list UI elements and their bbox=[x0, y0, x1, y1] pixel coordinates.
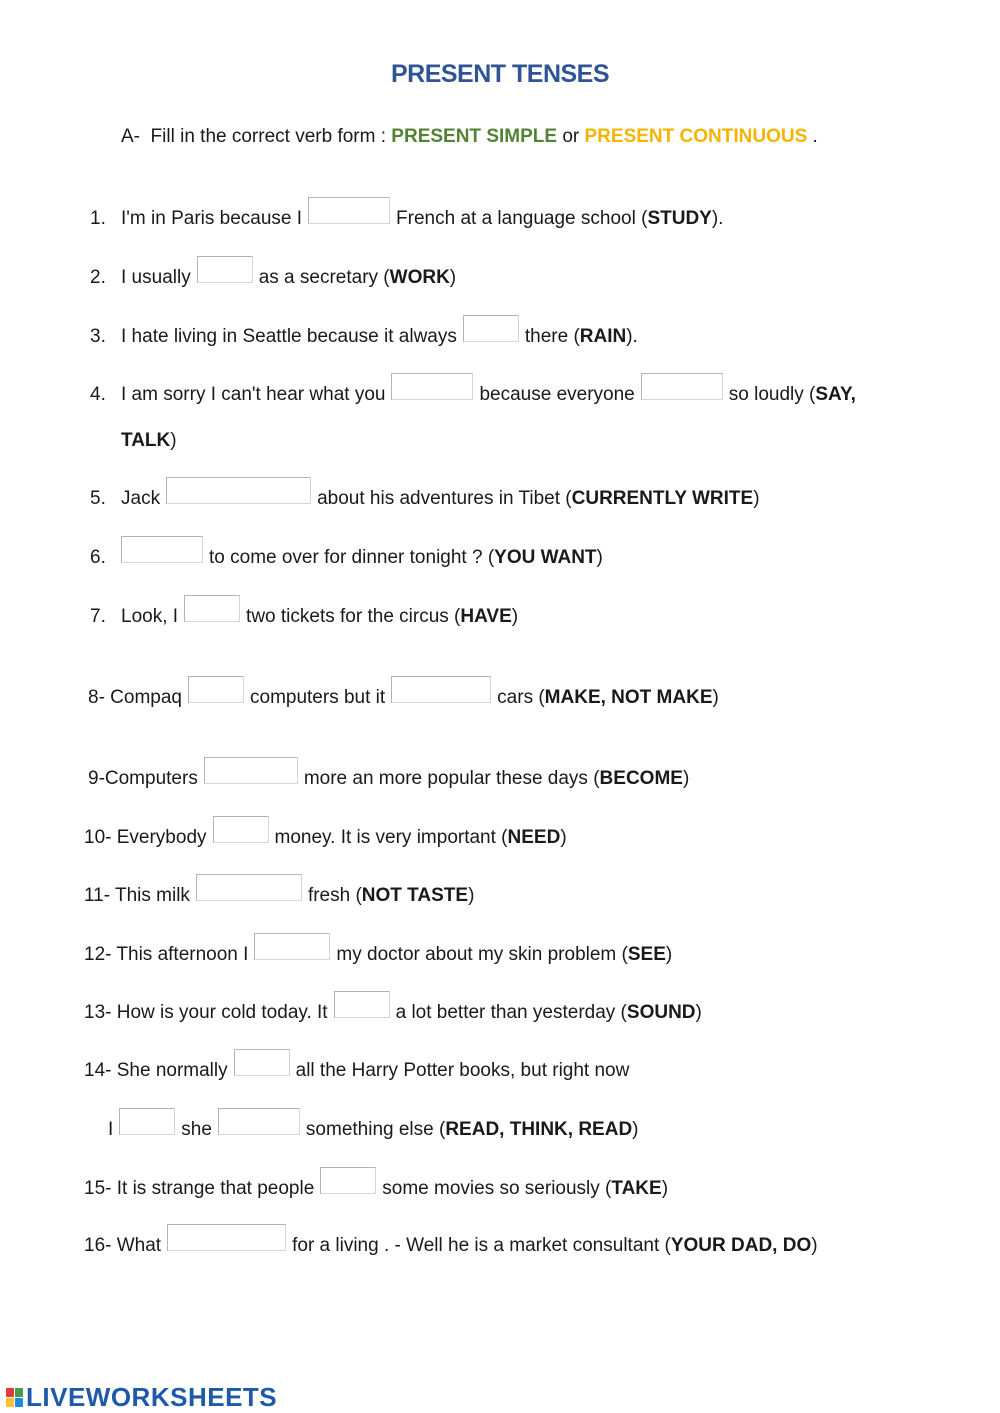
question-12 bbox=[84, 932, 672, 966]
question-text: because everyone bbox=[479, 384, 635, 405]
question-text: fresh ( bbox=[307, 885, 362, 906]
answer-blank[interactable] bbox=[234, 1049, 290, 1076]
answer-blank[interactable] bbox=[218, 1108, 300, 1135]
verb-hint: MAKE, NOT MAKE bbox=[544, 687, 713, 708]
verb-hint: YOUR DAD, DO bbox=[670, 1235, 812, 1256]
question-text: ). bbox=[626, 326, 638, 347]
question-text: there ( bbox=[524, 326, 580, 347]
question-text: for a living . - Well he is a market consultant ( bbox=[292, 1235, 671, 1256]
answer-blank[interactable] bbox=[463, 315, 519, 342]
question-10 bbox=[84, 815, 567, 849]
question-text: I bbox=[108, 1119, 114, 1140]
verb-hint: TALK bbox=[121, 430, 171, 451]
question-text: I hate living in Seattle because it always bbox=[121, 326, 457, 347]
question-8 bbox=[88, 675, 719, 709]
liveworksheets-logo[interactable] bbox=[6, 1382, 277, 1413]
question-number: 4. bbox=[90, 384, 106, 405]
question-text: so loudly ( bbox=[728, 384, 816, 405]
question-text: 9-Computers bbox=[88, 768, 198, 789]
question-7 bbox=[90, 594, 518, 628]
question-text: ) bbox=[511, 606, 519, 627]
question-text: two tickets for the circus ( bbox=[246, 606, 461, 627]
question-text: ) bbox=[712, 687, 719, 708]
question-text: 8- Compaq bbox=[88, 687, 182, 708]
verb-hint: HAVE bbox=[460, 606, 512, 627]
question-text: ) bbox=[170, 430, 177, 451]
question-text: I am sorry I can't hear what you bbox=[121, 384, 386, 405]
verb-hint: WORK bbox=[389, 267, 450, 288]
verb-hint: NEED bbox=[507, 827, 561, 848]
answer-blank[interactable] bbox=[119, 1108, 175, 1135]
question-text: ) bbox=[665, 944, 673, 965]
question-text: Look, I bbox=[121, 606, 179, 627]
question-number: 1. bbox=[90, 208, 106, 229]
question-4 bbox=[90, 372, 856, 406]
question-11 bbox=[84, 873, 474, 907]
question-number: 2. bbox=[90, 267, 106, 288]
question-text: all the Harry Potter books, but right now bbox=[295, 1060, 630, 1081]
verb-hint: CURRENTLY WRITE bbox=[571, 488, 754, 509]
question-text: 15- It is strange that people bbox=[84, 1178, 315, 1199]
answer-blank[interactable] bbox=[641, 373, 723, 400]
question-text: cars ( bbox=[497, 687, 545, 708]
answer-blank[interactable] bbox=[197, 256, 253, 283]
question-number: 5. bbox=[90, 488, 106, 509]
question-number: 7. bbox=[90, 606, 106, 627]
question-text: 12- This afternoon I bbox=[84, 944, 249, 965]
question-text: Jack bbox=[121, 488, 161, 509]
question-text: more an more popular these days ( bbox=[303, 768, 600, 789]
answer-blank[interactable] bbox=[188, 676, 244, 703]
question-text: I usually bbox=[121, 267, 191, 288]
answer-blank[interactable] bbox=[204, 757, 298, 784]
instruction-or: or bbox=[557, 126, 585, 147]
question-6 bbox=[90, 535, 603, 569]
question-text: my doctor about my skin problem ( bbox=[336, 944, 628, 965]
question-15 bbox=[84, 1166, 668, 1200]
question-number: 6. bbox=[90, 547, 106, 568]
answer-blank[interactable] bbox=[166, 477, 311, 504]
question-14 bbox=[84, 1048, 629, 1082]
question-text: a lot better than yesterday ( bbox=[395, 1002, 627, 1023]
verb-hint: NOT TASTE bbox=[361, 885, 469, 906]
verb-hint: RAIN bbox=[579, 326, 627, 347]
page-title: PRESENT TENSES bbox=[390, 60, 610, 88]
question-text: about his adventures in Tibet ( bbox=[317, 488, 572, 509]
verb-hint: YOU WANT bbox=[494, 547, 597, 568]
answer-blank[interactable] bbox=[167, 1224, 286, 1251]
question-text: she bbox=[181, 1119, 212, 1140]
instruction-suffix: . bbox=[807, 126, 818, 147]
question-14-continued bbox=[108, 1107, 639, 1141]
answer-blank[interactable] bbox=[391, 676, 491, 703]
answer-blank[interactable] bbox=[121, 536, 203, 563]
question-text: computers but it bbox=[250, 687, 386, 708]
question-text: ) bbox=[682, 768, 690, 789]
question-text: money. It is very important ( bbox=[274, 827, 508, 848]
verb-hint: READ, THINK, READ bbox=[445, 1119, 633, 1140]
question-9 bbox=[88, 756, 689, 790]
question-text: French at a language school ( bbox=[396, 208, 648, 229]
question-text: some movies so seriously ( bbox=[382, 1178, 612, 1199]
answer-blank[interactable] bbox=[391, 373, 473, 400]
question-text: ) bbox=[468, 885, 475, 906]
question-text: ) bbox=[661, 1178, 669, 1199]
question-number: 3. bbox=[90, 326, 106, 347]
verb-hint: STUDY bbox=[647, 208, 712, 229]
answer-blank[interactable] bbox=[184, 595, 240, 622]
question-text: 13- How is your cold today. It bbox=[84, 1002, 328, 1023]
question-text: I'm in Paris because I bbox=[121, 208, 303, 229]
question-text: 16- What bbox=[84, 1235, 162, 1256]
answer-blank[interactable] bbox=[320, 1167, 376, 1194]
question-text: as a secretary ( bbox=[258, 267, 390, 288]
answer-blank[interactable] bbox=[196, 874, 302, 901]
question-text: to come over for dinner tonight ? ( bbox=[209, 547, 495, 568]
instruction-prefix: A- Fill in the correct verb form : bbox=[121, 126, 392, 147]
question-text: ) bbox=[449, 267, 457, 288]
verb-hint: SEE bbox=[627, 944, 666, 965]
question-text: 10- Everybody bbox=[84, 827, 207, 848]
question-text: ) bbox=[753, 488, 760, 509]
present-continuous-label: PRESENT CONTINUOUS bbox=[584, 126, 808, 147]
question-text: ) bbox=[811, 1235, 818, 1256]
question-1 bbox=[90, 196, 723, 230]
answer-blank[interactable] bbox=[308, 197, 390, 224]
question-text: ) bbox=[596, 547, 603, 568]
answer-blank[interactable] bbox=[334, 991, 390, 1018]
question-text: ) bbox=[632, 1119, 639, 1140]
brand-name: LIVEWORKSHEETS bbox=[26, 1382, 278, 1412]
question-text: 11- This milk bbox=[84, 885, 190, 906]
question-4-continued bbox=[121, 418, 177, 452]
verb-hint: BECOME bbox=[599, 768, 683, 789]
answer-blank[interactable] bbox=[254, 933, 330, 960]
instruction bbox=[121, 126, 818, 148]
question-text: ). bbox=[711, 208, 724, 229]
question-13 bbox=[84, 990, 702, 1024]
question-text: ) bbox=[560, 827, 567, 848]
present-simple-label: PRESENT SIMPLE bbox=[391, 126, 558, 147]
question-text: ) bbox=[695, 1002, 702, 1023]
verb-hint: TAKE bbox=[611, 1178, 662, 1199]
question-text: something else ( bbox=[305, 1119, 446, 1140]
question-text: 14- She normally bbox=[84, 1060, 228, 1081]
answer-blank[interactable] bbox=[213, 816, 269, 843]
verb-hint: SAY, bbox=[815, 384, 856, 405]
question-2 bbox=[90, 255, 456, 289]
question-3 bbox=[90, 314, 638, 348]
question-16 bbox=[84, 1223, 818, 1257]
verb-hint: SOUND bbox=[626, 1002, 696, 1023]
question-5 bbox=[90, 476, 760, 510]
liveworksheets-logo-icon bbox=[6, 1388, 23, 1407]
